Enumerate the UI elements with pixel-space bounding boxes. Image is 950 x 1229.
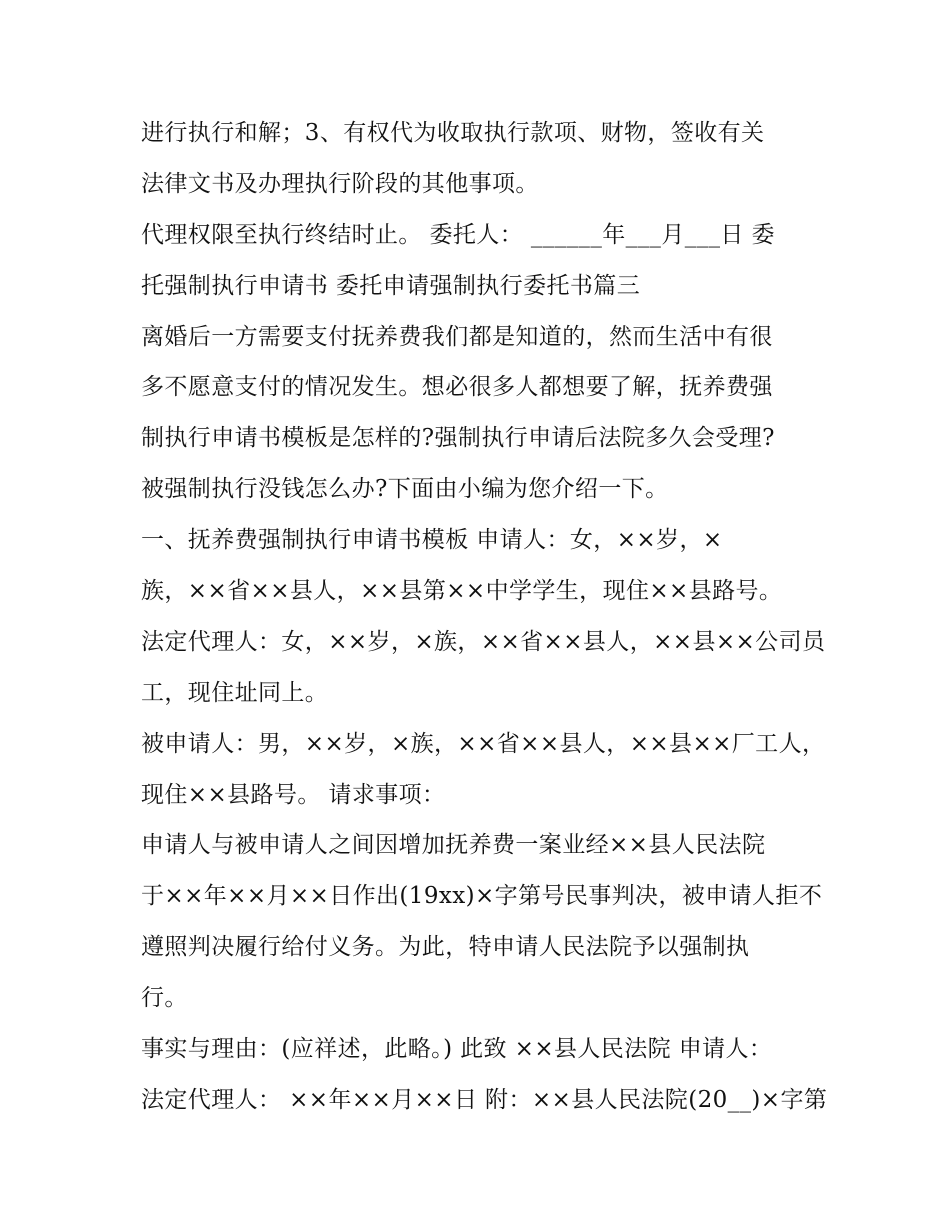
text-line: 制执行申请书模板是怎样的?强制执行申请后法院多久会受理? [141,425,775,452]
text-line: 族，××省××县人，××县第××中学学生，现住××县路号。 [141,578,783,605]
text-line: 进行执行和解；3、有权代为收取执行款项、财物，签收有关 [141,120,765,146]
text-line: 事实与理由：(应祥述，此略。) 此致 ××县人民法院 申请人： [141,1036,773,1063]
text-line: 法定代理人：女，××岁，×族，××省××县人，××县××公司员 [141,628,826,655]
text-line: 一、抚养费强制执行申请书模板 申请人：女，××岁，× [141,527,723,554]
text-line: 多不愿意支付的情况发生。想必很多人都想要了解，抚养费强 [141,374,773,401]
text-line: 工，现住址同上。 [141,679,329,706]
text-line: 现住××县路号。 请求事项： [141,781,446,808]
text-line: 法定代理人： ××年××月××日 附：××县人民法院(20__)×字第 [141,1086,828,1113]
text-line: 被申请人：男，××岁，×族，××省××县人，××县××厂工人， [141,730,826,757]
text-line: 代理权限至执行终结时止。 委托人： ______年___月___日 委 [141,221,775,248]
text-line: 被强制执行没钱怎么办?下面由小编为您介绍一下。 [141,476,669,503]
text-line: 法律文书及办理执行阶段的其他事项。 [141,170,539,197]
document-body [141,108,828,1126]
text-line: 申请人与被申请人之间因增加抚养费一案业经××县人民法院 [141,832,766,859]
text-line: 遵照判决履行给付义务。为此，特申请人民法院予以强制执 [141,934,750,961]
text-line: 托强制执行申请书 委托申请强制执行委托书篇三 [141,272,641,299]
text-line: 离婚后一方需要支付抚养费我们都是知道的，然而生活中有很 [141,323,773,350]
text-line: 于××年××月××日作出(19xx)×字第号民事判决，被申请人拒不 [141,883,823,910]
text-line: 行。 [141,985,188,1012]
